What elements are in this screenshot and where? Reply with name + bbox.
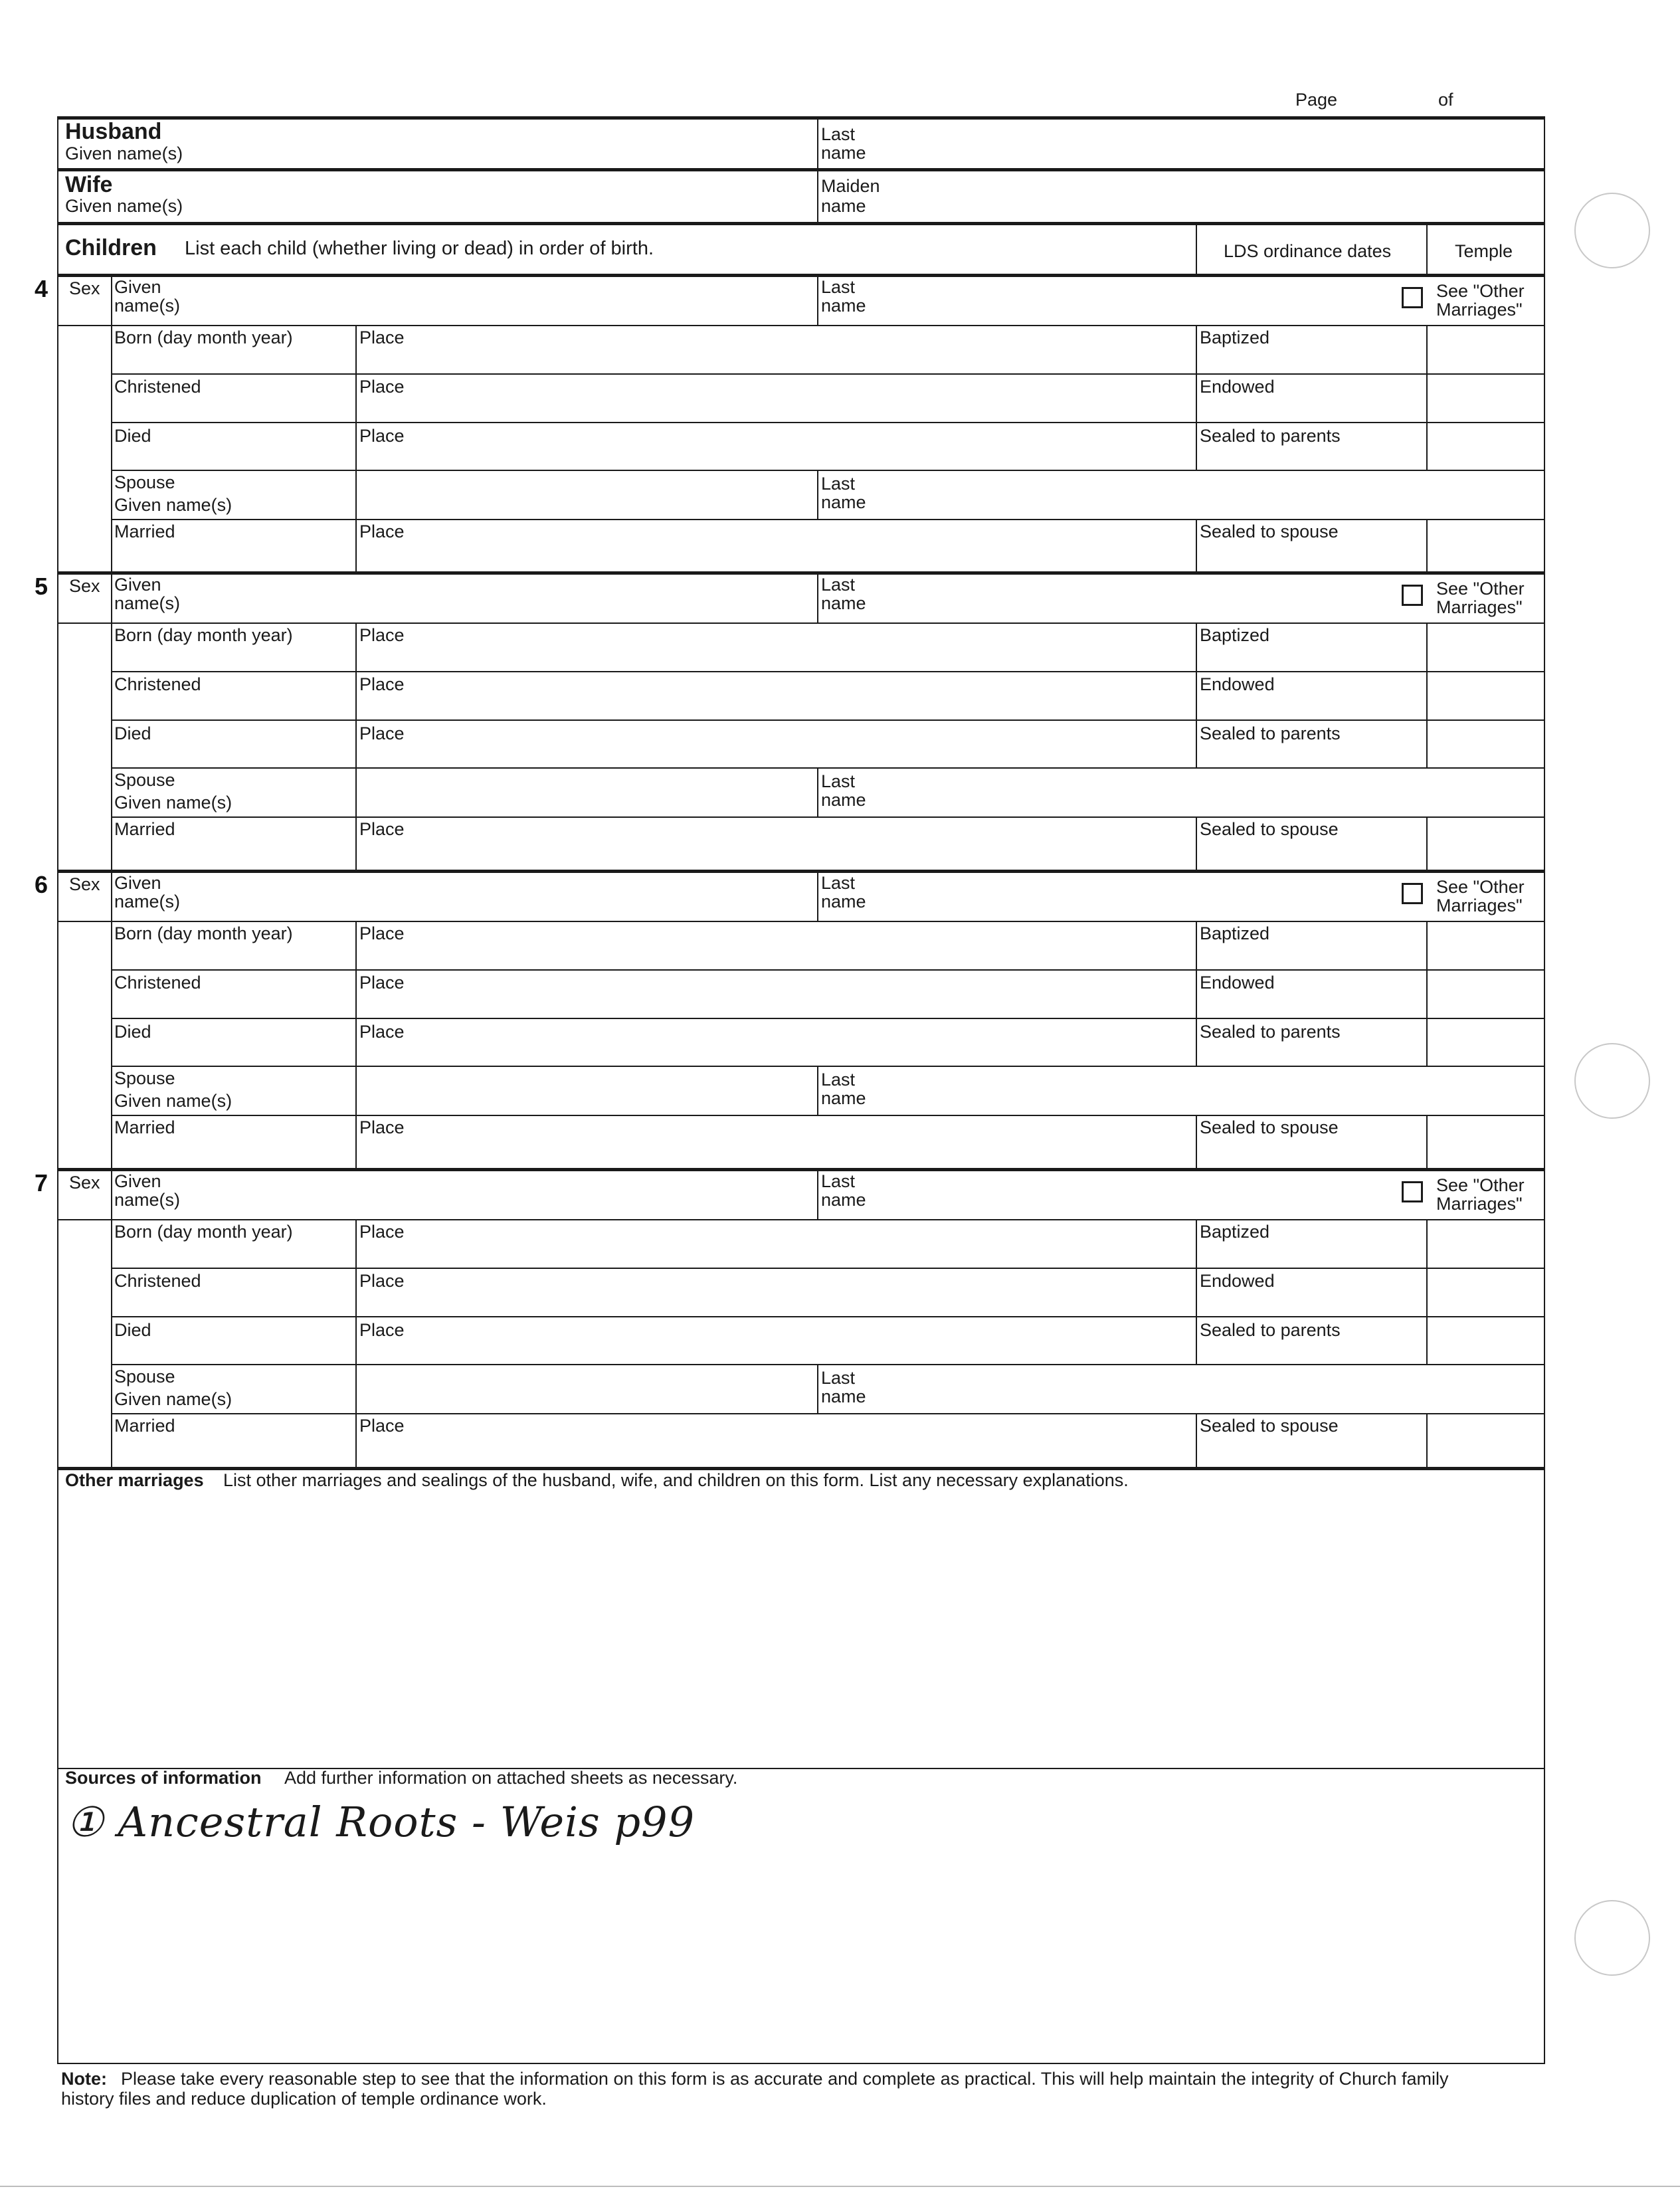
christened-label: Christened <box>114 377 201 397</box>
temple-col-divider <box>1426 1219 1428 1364</box>
see-other-label-1: See "Other <box>1436 281 1525 301</box>
last-col-divider <box>817 275 818 325</box>
other-marriages-checkbox[interactable] <box>1402 287 1423 308</box>
child-number: 4 <box>35 275 48 302</box>
spouse-row-rule <box>111 1413 1545 1414</box>
sealed-spouse-divider <box>1196 816 1197 870</box>
see-other-label-2: Marriages" <box>1436 597 1523 617</box>
husband-last-label-1: Last <box>821 124 856 144</box>
temple-col-divider <box>1426 921 1428 1066</box>
last-label-2: name <box>821 892 866 911</box>
wife-divider <box>817 169 818 223</box>
given-label-1: Given <box>114 873 161 893</box>
born-row-rule <box>111 1268 1545 1269</box>
other-marriages-checkbox[interactable] <box>1402 883 1423 904</box>
born-label: Born (day month year) <box>114 625 293 645</box>
see-other-label-2: Marriages" <box>1436 896 1523 915</box>
given-row-rule <box>57 1219 1545 1220</box>
sex-label: Sex <box>69 1173 100 1193</box>
sealed-spouse-label: Sealed to spouse <box>1200 1416 1339 1436</box>
last-label-2: name <box>821 1190 866 1210</box>
sex-col-divider <box>111 1169 112 1468</box>
died-label: Died <box>114 723 151 743</box>
spouse-last-divider <box>817 1364 818 1413</box>
spouse-row-rule <box>111 1115 1545 1116</box>
temple-col-divider <box>1426 622 1428 767</box>
ordinance-col-divider <box>1196 622 1197 767</box>
spouse-label: Spouse <box>114 1367 175 1386</box>
date-col-divider <box>355 921 357 1168</box>
spouse-given-label: Given name(s) <box>114 793 233 812</box>
wife-maiden-label-2: name <box>821 196 866 216</box>
baptized-label: Baptized <box>1200 625 1270 645</box>
given-label-1: Given <box>114 277 161 297</box>
ordinance-col-divider <box>1196 225 1197 274</box>
temple-col-divider <box>1426 225 1428 274</box>
sealed-spouse-divider <box>1196 1413 1197 1468</box>
sealed-spouse-label: Sealed to spouse <box>1200 1117 1339 1137</box>
spouse-last-divider <box>817 767 818 816</box>
wife-title: Wife <box>65 172 113 197</box>
christened-place-label: Place <box>359 973 405 993</box>
born-label: Born (day month year) <box>114 328 293 347</box>
binder-hole-bottom <box>1574 1900 1650 1976</box>
sex-col-divider <box>111 871 112 1168</box>
spouse-last-label-2: name <box>821 790 866 810</box>
page-label: Page <box>1295 90 1338 110</box>
date-col-divider <box>355 622 357 870</box>
sex-col-divider <box>111 573 112 870</box>
died-label: Died <box>114 426 151 446</box>
endowed-label: Endowed <box>1200 674 1275 694</box>
last-label-1: Last <box>821 1171 856 1191</box>
see-other-label-1: See "Other <box>1436 1175 1525 1195</box>
baptized-label: Baptized <box>1200 1222 1270 1242</box>
spouse-last-label-1: Last <box>821 1368 856 1388</box>
given-row-rule <box>57 921 1545 922</box>
given-label-1: Given <box>114 575 161 595</box>
given-label-1: Given <box>114 1171 161 1191</box>
child-top-rule <box>57 870 1545 873</box>
christened-place-label: Place <box>359 1271 405 1291</box>
see-other-label-2: Marriages" <box>1436 300 1523 320</box>
sealed-spouse-temple-divider <box>1426 519 1428 571</box>
sources-handwritten-entry: ① Ancestral Roots - Weis p99 <box>66 1798 696 1846</box>
husband-given-label: Given name(s) <box>65 143 183 163</box>
born-place-label: Place <box>359 923 405 943</box>
spouse-last-label-1: Last <box>821 771 856 791</box>
wife-maiden-field[interactable] <box>890 173 1535 219</box>
children-instruction: List each child (whether living or dead) in order of birth. <box>185 238 654 259</box>
baptized-label: Baptized <box>1200 328 1270 347</box>
married-label: Married <box>114 819 175 839</box>
spouse-last-divider <box>817 470 818 519</box>
child-number: 7 <box>35 1169 48 1196</box>
spouse-label: Spouse <box>114 770 175 790</box>
child-block <box>0 1168 1680 1468</box>
given-label-2: name(s) <box>114 892 181 911</box>
born-place-label: Place <box>359 625 405 645</box>
last-col-divider <box>817 573 818 622</box>
married-label: Married <box>114 1117 175 1137</box>
see-other-label-2: Marriages" <box>1436 1194 1523 1214</box>
sex-col-divider <box>111 275 112 571</box>
last-col-divider <box>817 871 818 921</box>
died-place-label: Place <box>359 1022 405 1042</box>
sources-field[interactable] <box>61 1790 1541 2059</box>
spouse-label: Spouse <box>114 1068 175 1088</box>
child-number: 5 <box>35 573 48 600</box>
of-label: of <box>1438 90 1453 110</box>
born-place-label: Place <box>359 1222 405 1242</box>
other-marriages-title: Other marriages <box>65 1470 204 1490</box>
christened-label: Christened <box>114 1271 201 1291</box>
date-col-divider <box>355 325 357 571</box>
temple-col-divider <box>1426 325 1428 470</box>
spouse-given-label: Given name(s) <box>114 1389 233 1409</box>
binder-hole-top <box>1574 193 1650 268</box>
ordinance-dates-label: LDS ordinance dates <box>1224 241 1392 261</box>
sealed-spouse-divider <box>1196 519 1197 571</box>
spouse-row-rule <box>111 816 1545 818</box>
given-label-2: name(s) <box>114 1190 181 1210</box>
died-row-rule <box>111 767 1545 769</box>
sealed-spouse-divider <box>1196 1115 1197 1168</box>
other-marriages-checkbox[interactable] <box>1402 585 1423 606</box>
sex-label: Sex <box>69 278 100 298</box>
last-label-2: name <box>821 593 866 613</box>
sources-rule <box>57 1768 1545 1769</box>
given-row-rule <box>57 622 1545 624</box>
sealed-spouse-label: Sealed to spouse <box>1200 819 1339 839</box>
christened-row-rule <box>111 1316 1545 1317</box>
born-row-rule <box>111 373 1545 375</box>
given-label-2: name(s) <box>114 593 181 613</box>
spouse-label: Spouse <box>114 472 175 492</box>
spouse-last-label-2: name <box>821 492 866 512</box>
endowed-label: Endowed <box>1200 973 1275 993</box>
endowed-label: Endowed <box>1200 1271 1275 1291</box>
husband-last-label-2: name <box>821 143 866 163</box>
died-row-rule <box>111 1066 1545 1067</box>
temple-label: Temple <box>1455 241 1513 261</box>
died-place-label: Place <box>359 426 405 446</box>
other-marriages-checkbox[interactable] <box>1402 1181 1423 1202</box>
died-label: Died <box>114 1320 151 1340</box>
spouse-given-label: Given name(s) <box>114 1091 233 1111</box>
wife-given-label: Given name(s) <box>65 196 183 216</box>
died-row-rule <box>111 1364 1545 1365</box>
endowed-label: Endowed <box>1200 377 1275 397</box>
sealed-spouse-temple-divider <box>1426 816 1428 870</box>
last-label-2: name <box>821 296 866 316</box>
married-place-label: Place <box>359 1117 405 1137</box>
note-line-2: history files and reduce duplication of temple ordinance work. <box>61 2089 547 2109</box>
christened-row-rule <box>111 1018 1545 1019</box>
given-row-rule <box>57 325 1545 326</box>
see-other-label-1: See "Other <box>1436 877 1525 897</box>
sex-label: Sex <box>69 874 100 894</box>
child-block <box>0 571 1680 870</box>
note-line-1: Please take every reasonable step to see that the information on this form is as accurate and complete as practical. This will help maintain the integrity of Church family <box>121 2069 1449 2089</box>
sources-instruction: Add further information on attached sheets as necessary. <box>284 1768 738 1788</box>
sealed-spouse-temple-divider <box>1426 1115 1428 1168</box>
spouse-given-label: Given name(s) <box>114 495 233 515</box>
child-block <box>0 870 1680 1168</box>
child-top-rule <box>57 1168 1545 1171</box>
other-marriages-field[interactable] <box>61 1495 1541 1764</box>
baptized-label: Baptized <box>1200 923 1270 943</box>
children-title: Children <box>65 235 157 260</box>
died-place-label: Place <box>359 1320 405 1340</box>
last-label-1: Last <box>821 277 856 297</box>
married-place-label: Place <box>359 1416 405 1436</box>
spouse-last-label-1: Last <box>821 474 856 494</box>
born-row-rule <box>111 671 1545 672</box>
child-top-rule <box>57 274 1545 277</box>
spouse-row-rule <box>111 519 1545 520</box>
child-number: 6 <box>35 871 48 898</box>
christened-row-rule <box>111 422 1545 423</box>
wife-children-rule <box>57 222 1545 225</box>
sealed-parents-label: Sealed to parents <box>1200 1022 1341 1042</box>
ordinance-col-divider <box>1196 921 1197 1066</box>
form-top-rule <box>57 116 1545 120</box>
sources-title: Sources of information <box>65 1768 262 1788</box>
ordinance-col-divider <box>1196 1219 1197 1364</box>
given-label-2: name(s) <box>114 296 181 316</box>
sealed-spouse-label: Sealed to spouse <box>1200 522 1339 541</box>
married-place-label: Place <box>359 522 405 541</box>
spouse-last-label-1: Last <box>821 1070 856 1090</box>
spouse-last-divider <box>817 1066 818 1115</box>
other-marriages-instruction: List other marriages and sealings of the husband, wife, and children on this form. List any necessary explanations. <box>223 1470 1129 1490</box>
wife-maiden-label-1: Maiden <box>821 176 880 196</box>
spouse-last-label-2: name <box>821 1088 866 1108</box>
page-bottom-edge <box>0 2186 1680 2187</box>
wife-given-field[interactable] <box>252 173 810 219</box>
born-row-rule <box>111 969 1545 971</box>
sealed-parents-label: Sealed to parents <box>1200 1320 1341 1340</box>
christened-place-label: Place <box>359 674 405 694</box>
died-label: Died <box>114 1022 151 1042</box>
born-label: Born (day month year) <box>114 1222 293 1242</box>
married-place-label: Place <box>359 819 405 839</box>
husband-divider <box>817 118 818 169</box>
last-label-1: Last <box>821 575 856 595</box>
husband-last-field[interactable] <box>877 121 1535 167</box>
born-label: Born (day month year) <box>114 923 293 943</box>
ordinance-col-divider <box>1196 325 1197 470</box>
married-label: Married <box>114 1416 175 1436</box>
last-label-1: Last <box>821 873 856 893</box>
note-label: Note: <box>61 2069 107 2089</box>
date-col-divider <box>355 1219 357 1468</box>
married-label: Married <box>114 522 175 541</box>
see-other-label-1: See "Other <box>1436 579 1525 599</box>
christened-label: Christened <box>114 973 201 993</box>
husband-title: Husband <box>65 119 162 144</box>
spouse-last-label-2: name <box>821 1386 866 1406</box>
born-place-label: Place <box>359 328 405 347</box>
sealed-parents-label: Sealed to parents <box>1200 723 1341 743</box>
christened-place-label: Place <box>359 377 405 397</box>
died-row-rule <box>111 470 1545 471</box>
sex-label: Sex <box>69 576 100 596</box>
christened-row-rule <box>111 719 1545 721</box>
sealed-spouse-temple-divider <box>1426 1413 1428 1468</box>
child-block <box>0 274 1680 571</box>
christened-label: Christened <box>114 674 201 694</box>
husband-wife-rule <box>57 168 1545 171</box>
sealed-parents-label: Sealed to parents <box>1200 426 1341 446</box>
last-col-divider <box>817 1169 818 1219</box>
husband-given-field[interactable] <box>252 121 810 167</box>
child-top-rule <box>57 571 1545 575</box>
died-place-label: Place <box>359 723 405 743</box>
